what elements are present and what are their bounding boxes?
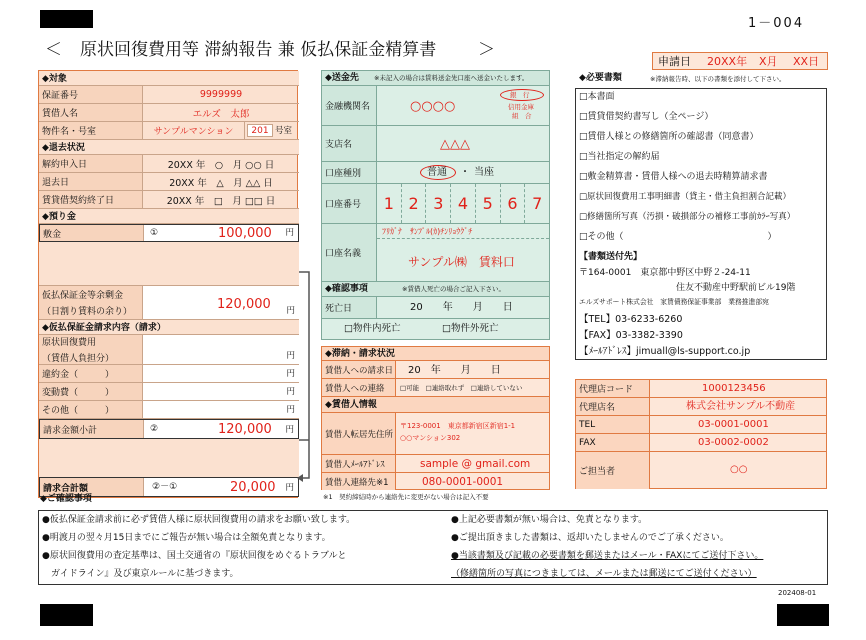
tenant-phone[interactable]: 080-0001-0001: [422, 476, 504, 488]
phone-label: 賃借人連絡先※1: [322, 473, 396, 490]
lease-end-label: 賃貸借契約終了日: [39, 191, 143, 208]
doc-item[interactable]: □本書面: [579, 92, 615, 102]
account-digit[interactable]: 1: [377, 184, 402, 223]
subtotal-label: 請求金額小計: [40, 420, 144, 438]
row-phone: [322, 473, 549, 490]
property-label: 物件名・号室: [39, 122, 143, 139]
row-bank: [322, 86, 549, 126]
section-deposit-title: ◆預り金: [42, 212, 76, 222]
row-request-date: [322, 361, 549, 379]
new-address-line1[interactable]: 〒123-0001 東京都新宿区新宿1-1: [400, 422, 516, 430]
new-address-label: 賃借人転居先住所: [322, 413, 396, 454]
doc-item[interactable]: □修繕箇所写真（汚損・破損部分の補修工事前ｶﾗｰ写真）: [579, 212, 796, 222]
row-other: [39, 401, 299, 419]
title-prefix: ＜: [45, 40, 62, 60]
variable-label: 変動費（ ）: [39, 383, 143, 400]
deposit-balance-yen: 円: [286, 306, 295, 316]
docs-box: [575, 88, 827, 360]
account-futsu[interactable]: 普通: [427, 167, 447, 178]
row-new-address: [322, 413, 549, 455]
arrears-title: ◆滞納・請求状況: [325, 349, 395, 359]
total-label: 請求合計額: [40, 478, 144, 496]
branch-label: 支店名: [322, 126, 377, 161]
doc-item[interactable]: □賃借人様との修繕箇所の確認書（同意書）: [579, 132, 759, 142]
footnote: ※1 契約締結時から連絡先に変更がない場合は記入不要: [323, 493, 489, 501]
property-name[interactable]: [143, 122, 245, 139]
arrears-box: [321, 346, 550, 490]
row-penalty: [39, 365, 299, 383]
row-death: [322, 297, 549, 319]
send-company: エルズサポート株式会社 家賃債務保証事業部 業務推進部宛: [579, 298, 769, 306]
arrears-header: [322, 347, 549, 361]
row-account-name: [322, 224, 549, 282]
account-type-label: 口座種別: [322, 162, 377, 183]
deposit-balance-label2: （日割り賃料の余り）: [42, 307, 133, 317]
registration-mark-top-left: [40, 10, 93, 28]
cancel-label: 解約申入日: [39, 155, 143, 172]
restore-label1: 原状回復費用: [42, 338, 97, 348]
row-agent-tel: [576, 416, 826, 434]
moveout-label: 退去日: [39, 173, 143, 190]
section-target: [39, 71, 299, 86]
note-right-4: （修繕箇所の写真につきましては、メールまたは郵送にてご送付ください）: [451, 569, 757, 579]
deposit-balance-label1: 仮払保証金等余剰金: [42, 291, 124, 301]
agent-tel[interactable]: 03-0001-0001: [698, 419, 769, 430]
guarantee-no[interactable]: 9999999: [199, 89, 243, 100]
registration-mark-bottom-left: [40, 604, 93, 626]
deposit-balance[interactable]: 120,000: [217, 297, 271, 312]
variable-yen: 円: [286, 387, 295, 397]
death-in-checkbox[interactable]: □物件内死亡: [344, 323, 401, 334]
row-restore: [39, 335, 299, 365]
row-cancel: [39, 155, 299, 173]
guarantee-no-label: 保証番号: [39, 86, 143, 103]
account-digit[interactable]: 4: [451, 184, 476, 223]
row-moveout: [39, 173, 299, 191]
account-digit[interactable]: 2: [402, 184, 427, 223]
note-left-1: ●仮払保証金請求前に必ず賃借人様に原状回復費用の請求をお願い致します。: [42, 515, 356, 525]
new-address-line2[interactable]: ○○マンション302: [400, 434, 461, 442]
agent-tel-label: TEL: [576, 416, 650, 433]
other-yen: 円: [286, 405, 295, 415]
request-date[interactable]: 20 年 月 日: [408, 365, 501, 376]
property-name-text: サンプルマンション: [153, 127, 234, 137]
tenant-name[interactable]: エルズ 太郎: [192, 108, 250, 120]
deposit-label: 敷金: [40, 225, 144, 241]
docs-title: ◆必要書類: [579, 73, 622, 83]
row-agent-code: [576, 380, 826, 398]
death-date[interactable]: 20 年 月 日: [410, 302, 513, 313]
note-left-3: ●原状回復費用の査定基準は、国土交通省の『原状回復をめぐるトラブルと: [42, 551, 347, 561]
send-address2: 住友不動産中野駅前ビル19階: [676, 283, 796, 293]
row-spacer-1: [39, 242, 299, 286]
apply-date-label: 申請日: [658, 55, 691, 68]
section-deposit: [39, 209, 299, 224]
total-yen: 円: [285, 483, 294, 493]
moveout-date[interactable]: 20XX 年 △ 月 △△ 日: [169, 177, 273, 189]
row-agent-fax: [576, 434, 826, 452]
subtotal-yen: 円: [285, 425, 294, 435]
send-title: 【書類送付先】: [579, 252, 643, 262]
note-left-4: ガイドライン』及び東京ルールに基づきます。: [42, 569, 239, 579]
remittance-box: [321, 70, 550, 340]
doc-item[interactable]: □その他（ ）: [579, 232, 777, 242]
request-date-label: 賃借人への請求日: [322, 361, 396, 378]
row-property: [39, 122, 299, 140]
page-title: 原状回復費用等 滞納報告 兼 仮払保証金精算書: [80, 40, 437, 60]
account-touza[interactable]: 当座: [474, 167, 494, 178]
apply-year: 20XX年: [707, 55, 748, 68]
doc-item[interactable]: □原状回復費用工事明細書（貸主・借主負担割合記載）: [579, 192, 792, 202]
row-contact: [322, 379, 549, 397]
account-digit[interactable]: 5: [476, 184, 501, 223]
confirm-title: ◆確認事項: [325, 284, 368, 294]
notes-box: [38, 510, 828, 585]
agent-box: [575, 379, 827, 489]
row-account-type: [322, 162, 549, 184]
deposit-yen: 円: [285, 228, 294, 238]
title-suffix: ＞: [478, 40, 495, 60]
room-unit: 号室: [275, 126, 293, 136]
apply-day: XX日: [793, 55, 820, 68]
death-label: 死亡日: [322, 297, 377, 318]
note-right-3: ●当該書類及び記載の必要書類を郵送またはメール・FAXにてご送付下さい。: [451, 551, 764, 561]
note-right-1: ●上記必要書類が無い場合は、免責となります。: [451, 515, 648, 525]
doc-item[interactable]: □敷金精算書・賃借人様への退去時精算請求書: [579, 172, 768, 182]
contact-label: 賃借人への連絡: [322, 379, 396, 396]
penalty-yen: 円: [286, 369, 295, 379]
apply-month: X月: [759, 55, 778, 68]
bank-type-shinkin[interactable]: 信用金庫: [508, 103, 534, 111]
agent-fax-label: FAX: [576, 434, 650, 451]
remit-title: ◆送金先: [325, 73, 359, 83]
agent-fax[interactable]: 03-0002-0002: [698, 437, 769, 448]
account-name[interactable]: サンプル㈱ 賃料口: [408, 255, 515, 269]
tenant-header: [322, 397, 549, 413]
section-target-title: ◆対象: [42, 74, 67, 84]
remit-note: ※未記入の場合は賃料送金先口座へ送金いたします。: [374, 74, 529, 82]
send-tel: 【TEL】03-6233-6260: [579, 314, 683, 325]
section-moveout: [39, 140, 299, 155]
restore-label: [39, 335, 143, 364]
subtotal-amount[interactable]: 120,000: [218, 422, 272, 437]
penalty-label: 違約金（ ）: [39, 365, 143, 382]
account-no-label: 口座番号: [322, 184, 377, 223]
restore-label2: （賃借人負担分）: [42, 354, 115, 364]
deposit-balance-label: [39, 286, 143, 319]
row-guarantee-no: [39, 86, 299, 104]
mail-label: 賃借人ﾒｰﾙｱﾄﾞﾚｽ: [322, 455, 396, 472]
bank-type-bank[interactable]: 銀 行: [510, 91, 530, 99]
deposit-marker: ①: [150, 228, 159, 238]
apply-date-box: [652, 52, 828, 70]
confirm-note: ※賃借人死亡の場合ご記入下さい。: [402, 285, 505, 293]
agent-code-label: 代理店コード: [576, 380, 650, 397]
docs-note: ※滞納報告時、以下の書類を添付して下さい。: [650, 75, 786, 83]
notes-title: ◆ご確認事項: [40, 494, 92, 504]
agent-name[interactable]: 株式会社サンプル不動産: [686, 401, 796, 412]
account-kana[interactable]: ﾌﾘｶﾞﾅ ｻﾝﾌﾟﾙ(ｶ)ﾁﾝﾘｮｳｸﾞﾁ: [382, 227, 473, 236]
lease-end-date[interactable]: 20XX 年 □ 月 □□ 日: [166, 195, 276, 207]
agent-person[interactable]: ○○: [730, 464, 748, 475]
subtotal-marker: ②: [150, 424, 159, 434]
cancel-date[interactable]: 20XX 年 ○ 月 ○○ 日: [167, 159, 275, 171]
account-name-label: 口座名義: [322, 224, 377, 281]
row-agent-person: [576, 452, 826, 489]
account-digit[interactable]: 7: [532, 194, 543, 213]
tenant-mail[interactable]: sample @ gmail.com: [420, 458, 531, 470]
tenant-label: 賃借人名: [39, 104, 143, 121]
row-spacer-2: [39, 439, 299, 477]
tenant-info-title: ◆賃借人情報: [325, 400, 377, 410]
bank-type-kumiai[interactable]: 組 合: [512, 112, 532, 120]
deposit-amount[interactable]: 100,000: [218, 226, 272, 241]
section-claim-title: ◆仮払保証金請求内容（請求）: [42, 323, 166, 333]
row-death-place: [322, 319, 549, 340]
send-address1: 〒164-0001 東京都中野区中野２-24-11: [579, 268, 751, 278]
row-mail: [322, 455, 549, 473]
document-number: 1－004: [748, 16, 805, 31]
total-amount[interactable]: 20,000: [230, 480, 276, 495]
send-mail[interactable]: 【ﾒｰﾙｱﾄﾞﾚｽ】jimuall@ls-support.co.jp: [579, 346, 751, 357]
section-moveout-title: ◆退去状況: [42, 143, 85, 153]
account-digits: [377, 184, 549, 223]
death-out-checkbox[interactable]: □物件外死亡: [442, 323, 499, 334]
row-lease-end: [39, 191, 299, 209]
version-code: 202408-01: [778, 589, 817, 597]
note-right-2: ●ご提出頂きました書類は、返却いたしませんのでご了承ください。: [451, 533, 729, 543]
row-branch: [322, 126, 549, 162]
row-subtotal: [39, 419, 299, 439]
note-left-2: ●明渡月の翌々月15日までにご報告が無い場合は全額免責となります。: [42, 533, 331, 543]
row-deposit: [39, 224, 299, 242]
account-dot: ・: [460, 167, 470, 178]
row-deposit-balance: [39, 286, 299, 320]
room-number[interactable]: 201: [247, 124, 273, 137]
remit-header: [322, 71, 549, 86]
bank-label: 金融機関名: [322, 86, 377, 125]
row-tenant: [39, 104, 299, 122]
confirm-header: [322, 282, 549, 297]
section-claim: [39, 320, 299, 335]
row-variable: [39, 383, 299, 401]
agent-name-label: 代理店名: [576, 398, 650, 415]
total-formula: ②－①: [152, 482, 178, 492]
agent-code[interactable]: 1000123456: [702, 383, 766, 394]
left-panel: [38, 70, 298, 498]
agent-person-label: ご担当者: [576, 452, 650, 489]
account-digit[interactable]: 6: [501, 184, 526, 223]
branch-name[interactable]: △△△: [440, 137, 470, 152]
other-label: その他（ ）: [39, 401, 143, 418]
bank-name[interactable]: ○○○○: [410, 99, 456, 114]
restore-yen: 円: [286, 351, 295, 361]
row-agent-name: [576, 398, 826, 416]
registration-mark-bottom-right: [777, 604, 829, 626]
doc-item[interactable]: □当社指定の解約届: [579, 152, 660, 162]
doc-item[interactable]: □賃貸借契約書写し（全ページ）: [579, 112, 714, 122]
row-account-no: [322, 184, 549, 224]
account-digit[interactable]: 3: [426, 184, 451, 223]
contact-options[interactable]: □可能 □連絡取れず □連絡していない: [400, 384, 523, 392]
send-fax: 【FAX】03-3382-3390: [579, 330, 683, 341]
